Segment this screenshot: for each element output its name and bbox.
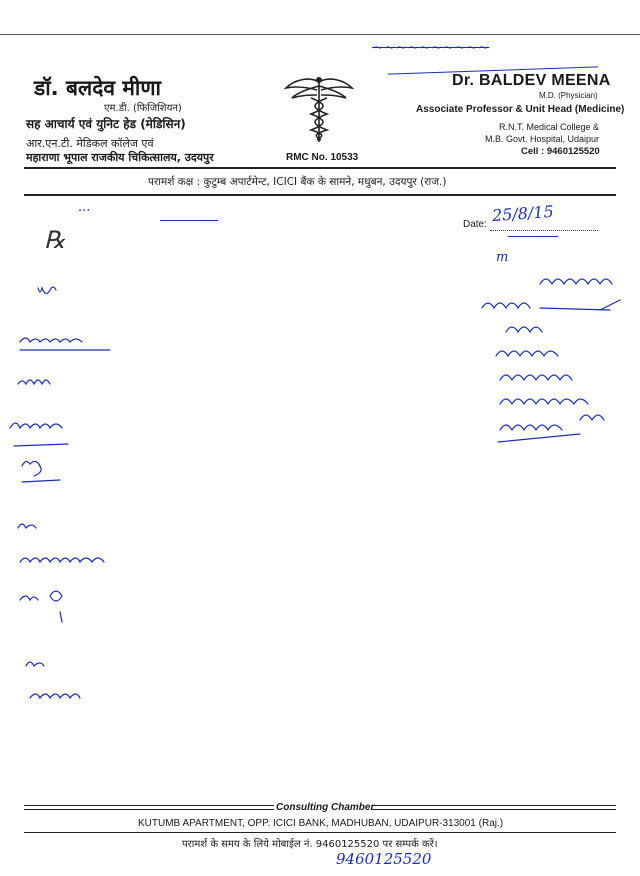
doctor-name-hindi: डॉ. बलदेव मीणा — [34, 76, 161, 100]
ink-underline-history — [160, 220, 218, 221]
rx-symbol: ℞ — [44, 226, 66, 254]
handwritten-scribble-top: ~~~~~~~~~~ — [372, 40, 490, 56]
footer-rule-upper — [24, 805, 274, 806]
rmc-number: RMC No. 10533 — [286, 152, 359, 163]
consulting-chamber-label: Consulting Chamber — [276, 802, 375, 813]
header-rule-lower — [24, 194, 616, 196]
footer-rule-upper-right-2 — [372, 809, 616, 810]
doctor-designation-hindi: सह आचार्य एवं युनिट हेड (मेडिसिन) — [26, 117, 186, 131]
college-english: R.N.T. Medical College & — [499, 122, 600, 132]
handwritten-phone-number: 9460125520 — [336, 850, 432, 868]
date-ink-underline — [508, 236, 558, 237]
hospital-hindi: महाराणा भूपाल राजकीय चिकित्सालय, उदयपुर — [26, 151, 214, 164]
footer-contact-note: परामर्श के समय के लिये मोबाईल नं. 9460125520 पर सम्पर्क करें। — [182, 839, 438, 850]
handwritten-date: 25/8/15 — [491, 201, 555, 226]
header-rule-upper — [24, 167, 616, 169]
date-dotted-line — [490, 230, 598, 231]
hospital-english: M.B. Govt. Hospital, Udaipur — [485, 134, 600, 144]
doctor-name-english: Dr. BALDEV MEENA — [452, 72, 611, 89]
top-rule — [0, 34, 640, 35]
doctor-designation-english: Associate Professor & Unit Head (Medicine) — [416, 104, 625, 115]
footer-rule-upper-2 — [24, 809, 274, 810]
footer-rule-lower — [24, 832, 616, 833]
right-handwritten-notes — [470, 270, 640, 470]
handwritten-history: ... — [78, 200, 91, 215]
college-hindi: आर.एन.टी. मेडिकल कॉलेज एवं — [26, 137, 154, 150]
handwritten-mark: m — [496, 250, 509, 265]
date-label: Date: — [463, 219, 487, 230]
cell-number: Cell : 9460125520 — [521, 146, 600, 157]
footer-address: KUTUMB APARTMENT, OPP. ICICI BANK, MADHUBAN, UDAIPUR-313001 (Raj.) — [138, 818, 504, 829]
footer-rule-upper-right — [372, 805, 616, 806]
caduceus-logo — [284, 74, 354, 146]
left-handwritten-notes — [0, 270, 170, 710]
consulting-room-hindi: परामर्श कक्ष : कुटुम्ब अपार्टमेन्ट, ICICI बैंक के सामने, मधुबन, उदयपुर (राज.) — [148, 176, 447, 188]
doctor-degree-english: M.D. (Physician) — [539, 91, 598, 100]
doctor-degree-hindi: एम.डी. (फिजिशियन) — [104, 103, 182, 114]
